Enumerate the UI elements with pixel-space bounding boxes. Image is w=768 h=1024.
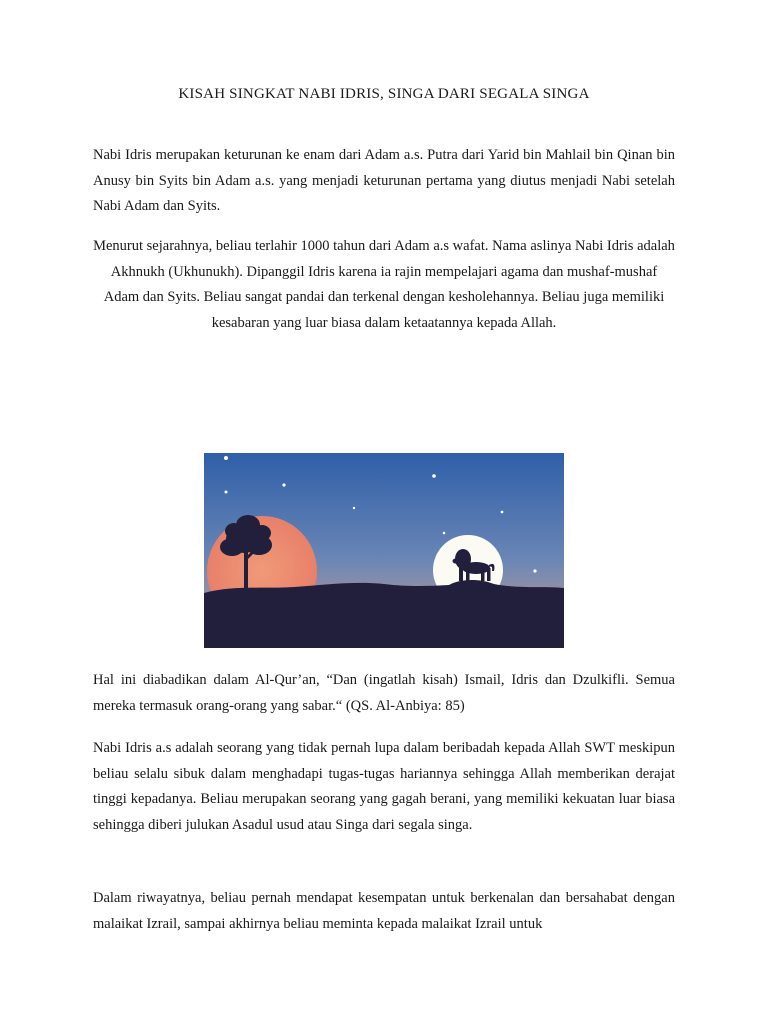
paragraph-lineage: Nabi Idris merupakan keturunan ke enam dari Adam a.s. Putra dari Yarid bin Mahlail bin Qinan bin Anusy bin Syits bin Adam a.s. yang menjadi keturunan pertama yang diutus menjadi Nabi setelah Nabi Adam dan Syits. (93, 147, 675, 214)
star-icon (225, 491, 228, 494)
star-icon (533, 569, 536, 572)
document-title: KISAH SINGKAT NABI IDRIS, SINGA DARI SEGALA SINGA (178, 86, 590, 102)
paragraph-asadul-usud: Nabi Idris a.s adalah seorang yang tidak pernah lupa dalam beribadah kepada Allah SWT meskipun beliau selalu sibuk dalam menghadapi tugas-tugas hariannya sehingga Allah memberikan derajat tinggi kepadanya. Beliau merupakan seorang yang gagah berani, yang memiliki kekuatan luar biasa sehingga diberi julukan Asadul usud atau Singa dari segala singa. (93, 740, 675, 833)
star-icon (224, 456, 228, 460)
star-icon (443, 532, 446, 535)
star-icon (432, 474, 436, 478)
paragraph-history: Menurut sejarahnya, beliau terlahir 1000 tahun dari Adam a.s wafat. Nama aslinya Nabi Idris adalah Akhnukh (Ukhunukh). Dipanggil Idris karena ia rajin mempelajari agama dan mushaf-mushaf Adam dan Syits. Beliau sangat pandai dan terkenal dengan kesholehannya. Beliau juga memiliki kesabaran yang luar biasa dalam ketaatannya kepada Allah. (93, 238, 675, 331)
paragraph-izrail: Dalam riwayatnya, beliau pernah mendapat kesempatan untuk berkenalan dan bersahabat dengan malaikat Izrail, sampai akhirnya beliau meminta kepada malaikat Izrail untuk (93, 890, 675, 932)
paragraph-quran-quote: Hal ini diabadikan dalam Al-Qur’an, “Dan (ingatlah kisah) Ismail, Idris dan Dzulkifli. Semua mereka termasuk orang-orang yang sabar.“ (QS. Al-Anbiya: 85) (93, 672, 675, 714)
night-lion-illustration (204, 453, 564, 648)
star-icon (353, 507, 355, 509)
star-icon (282, 483, 285, 486)
illustration-svg (204, 453, 564, 648)
star-icon (501, 511, 504, 514)
ground-silhouette (204, 580, 564, 648)
